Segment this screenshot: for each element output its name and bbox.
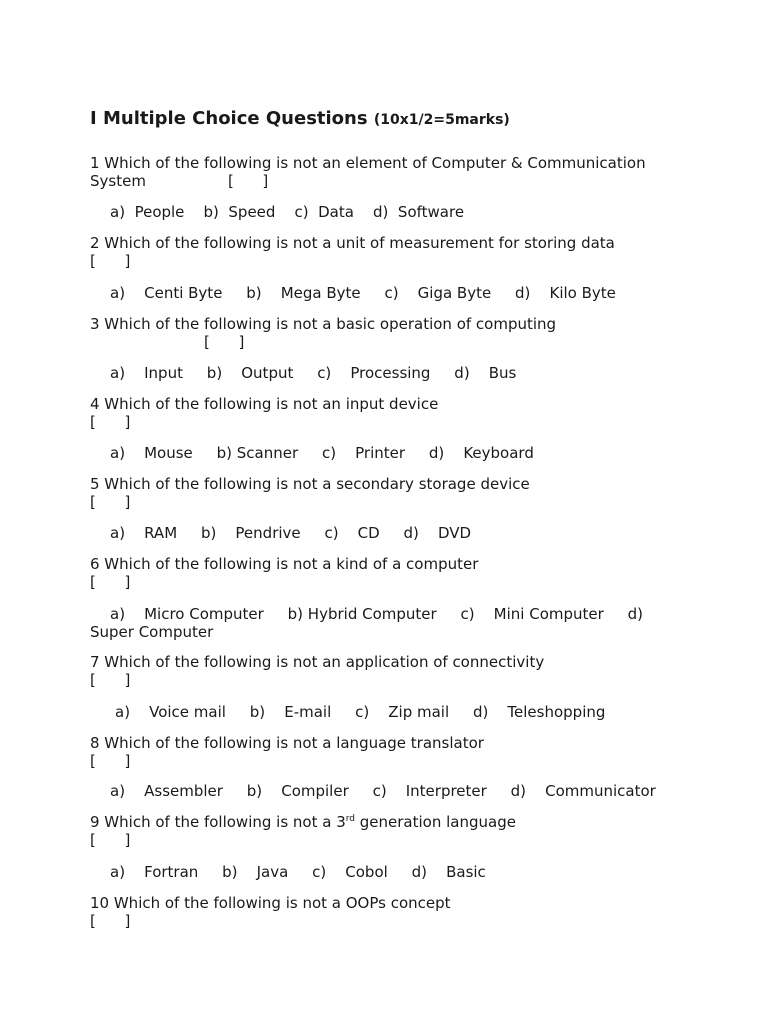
ordinal-superscript: rd (345, 814, 356, 824)
question-9 (90, 813, 690, 849)
question-text: 8 Which of the following is not a language translator (90, 734, 484, 752)
answer-bracket: [ ] (204, 333, 245, 351)
options-3: a) Input b) Output c) Processing d) Bus (110, 364, 517, 382)
question-2 (90, 234, 690, 270)
question-text: 2 Which of the following is not a unit of measurement for storing data (90, 234, 615, 252)
question-text-continued: System (90, 172, 146, 190)
answer-bracket: [ ] (227, 172, 269, 190)
answer-bracket: [ ] (90, 252, 131, 270)
question-text-after: generation language (355, 813, 516, 831)
question-6 (90, 555, 690, 591)
question-text: 9 Which of the following is not a 3 (90, 813, 346, 831)
question-10 (90, 894, 690, 930)
options-4: a) Mouse b) Scanner c) Printer d) Keyboard (110, 444, 534, 462)
answer-bracket: [ ] (90, 573, 131, 591)
question-4 (90, 395, 690, 431)
heading-marks: (10x1/2=5marks) (373, 112, 510, 128)
options-7: a) Voice mail b) E-mail c) Zip mail d) Teleshopping (115, 703, 606, 721)
question-5 (90, 475, 690, 511)
options-1: a) People b) Speed c) Data d) Software (110, 203, 465, 221)
answer-bracket: [ ] (90, 493, 131, 511)
options-9: a) Fortran b) Java c) Cobol d) Basic (110, 863, 486, 881)
heading-title: I Multiple Choice Questions (90, 108, 368, 129)
question-text: 4 Which of the following is not an input device (90, 395, 439, 413)
question-text: 10 Which of the following is not a OOPs concept (90, 894, 451, 912)
question-text: 6 Which of the following is not a kind of a computer (90, 555, 479, 573)
question-3 (90, 315, 690, 351)
question-7 (90, 653, 690, 689)
answer-bracket: [ ] (90, 752, 131, 770)
question-text: 3 Which of the following is not a basic operation of computing (90, 315, 557, 333)
answer-bracket: [ ] (90, 912, 131, 930)
question-1 (90, 154, 690, 190)
question-text: 7 Which of the following is not an application of connectivity (90, 653, 545, 671)
options-6: a) Micro Computer b) Hybrid Computer c) Mini Computer d) (110, 605, 644, 623)
options-5: a) RAM b) Pendrive c) CD d) DVD (110, 524, 472, 542)
options-2: a) Centi Byte b) Mega Byte c) Giga Byte d) Kilo Byte (110, 284, 616, 302)
question-text: 5 Which of the following is not a secondary storage device (90, 475, 530, 493)
options-8: a) Assembler b) Compiler c) Interpreter d) Communicator (110, 782, 656, 800)
answer-bracket: [ ] (90, 413, 131, 431)
options-6-continued: Super Computer (90, 623, 214, 641)
question-text: 1 Which of the following is not an element of Computer & Communication (90, 154, 646, 172)
question-8 (90, 734, 690, 770)
section-heading (90, 110, 510, 129)
answer-bracket: [ ] (90, 671, 131, 689)
answer-bracket: [ ] (90, 831, 131, 849)
